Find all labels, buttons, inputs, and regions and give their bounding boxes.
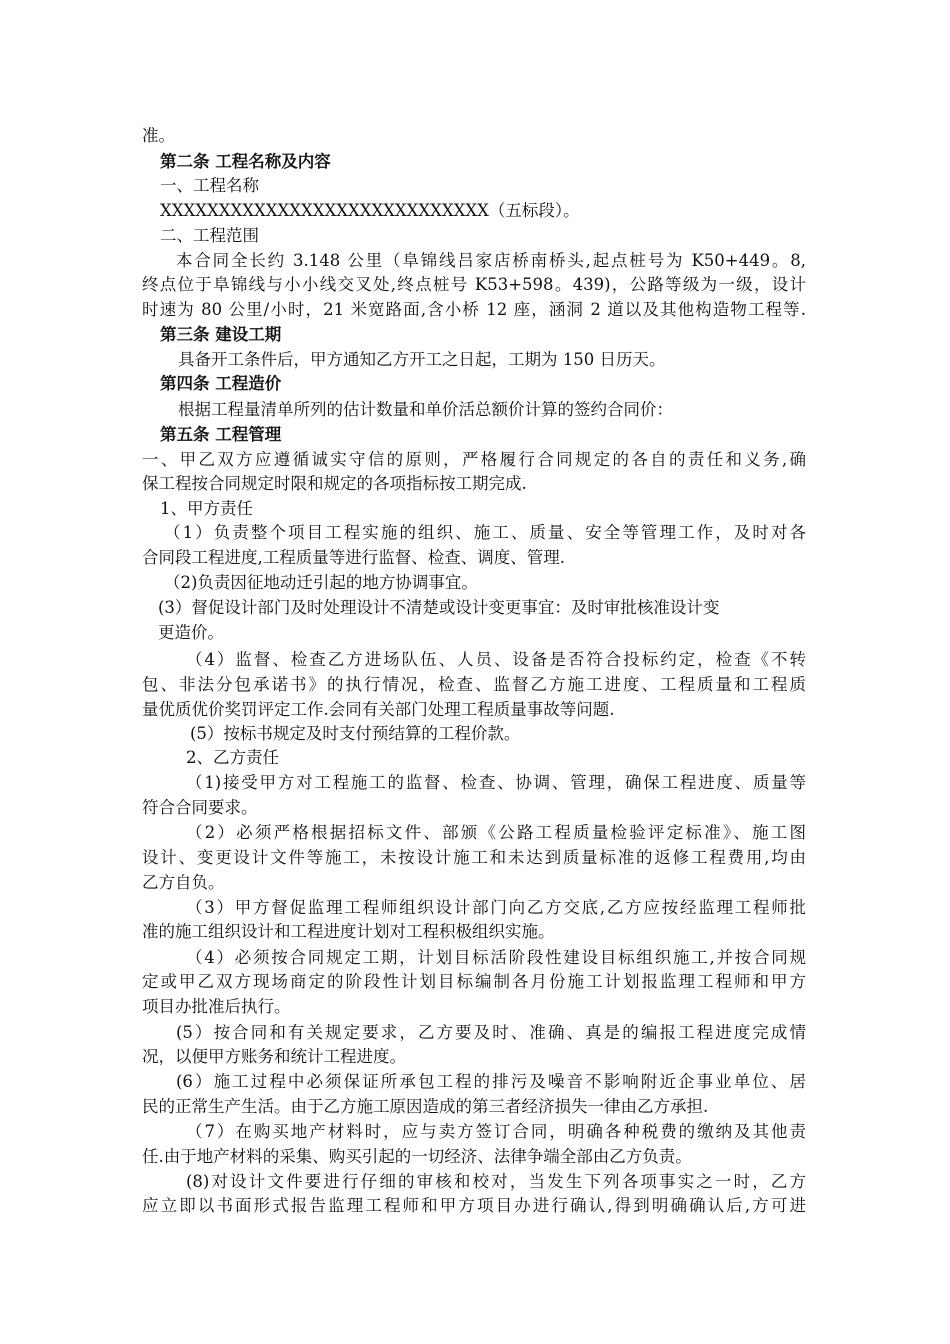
text-line: 根据工程量清单所列的估计数量和单价活总额价计算的签约合同价： <box>178 400 673 419</box>
text-line: 准。 <box>142 126 175 145</box>
text-line: 一、甲乙双方应遵循诚实守信的原则，严格履行合同规定的各自的责任和义务,确 <box>142 450 806 469</box>
section-heading: 第四条 工程造价 <box>160 374 282 393</box>
text-line: (6）施工过程中必须保证所承包工程的排污及噪音不影响附近企事业单位、居 <box>176 1072 806 1091</box>
text-line: 保工程按合同规定时限和规定的各项指标按工期完成. <box>142 474 527 493</box>
text-line: 包、非法分包承诺书》的执行情况，检查、监督乙方施工进度、工程质量和工程质 <box>142 675 806 694</box>
section-heading: 第二条 工程名称及内容 <box>160 152 331 171</box>
text-line: （7）在购买地产材料时，应与卖方签订合同，明确各种税费的缴纳及其他责 <box>186 1122 806 1141</box>
text-line: 本合同全长约 3.148 公里（阜锦线吕家店桥南桥头,起点桩号为 K50+449。8, <box>176 251 806 270</box>
text-line: 定或甲乙双方现场商定的阶段性计划目标编制各月份施工计划报监理工程师和甲方 <box>142 972 806 991</box>
text-line: （4）必须按合同规定工期，计划目标活阶段性建设目标组织施工,并按合同规 <box>186 948 806 967</box>
text-line: 符合合同要求。 <box>142 798 258 817</box>
text-line: 二、工程范围 <box>160 226 259 245</box>
text-line: 1、甲方责任 <box>160 499 253 518</box>
text-line: （2）必须严格根据招标文件、部颁《公路工程质量检验评定标准》、施工图 <box>186 823 806 842</box>
text-line: 时速为 80 公里/小时，21 米宽路面,含小桥 12 座，涵洞 2 道以及其他构造物工程等. <box>142 300 806 319</box>
text-line: 准的施工组织设计和工程进度计划对工程积极组织实施。 <box>142 922 555 941</box>
text-line: 乙方自负。 <box>142 873 225 892</box>
text-line: （1）负责整个项目工程实施的组织、施工、质量、安全等管理工作，及时对各 <box>164 523 806 542</box>
text-line: （1)接受甲方对工程施工的监督、检查、协调、管理，确保工程进度、质量等 <box>186 773 806 792</box>
text-line: XXXXXXXXXXXXXXXXXXXXXXXXXXXX（五标段）。 <box>160 201 580 220</box>
text-line: （3）甲方督促监理工程师组织设计部门向乙方交底,乙方应按经监理工程师批 <box>186 898 806 917</box>
text-line: 况，以便甲方账务和统计工程进度。 <box>142 1047 406 1066</box>
text-line: 终点位于阜锦线与小小线交叉处,终点桩号 K53+598。439)，公路等级为一级，设计 <box>142 275 806 294</box>
text-line: 民的正常生产生活。由于乙方施工原因造成的第三者经济损失一律由乙方承担. <box>142 1097 709 1116</box>
text-line: 项目办批准后执行。 <box>142 997 291 1016</box>
text-line: (5）按合同和有关规定要求，乙方要及时、准确、真是的编报工程进度完成情 <box>176 1023 806 1042</box>
text-line: 合同段工程进度,工程质量等进行监督、检查、调度、管理. <box>142 548 565 567</box>
text-line: （2)负责因征地动迁引起的地方协调事宜。 <box>164 573 478 592</box>
text-line: 设计、变更设计文件等施工，未按设计施工和未达到质量标准的返修工程费用,均由 <box>142 848 806 867</box>
section-heading: 第三条 建设工期 <box>160 325 282 344</box>
text-line: (8)对设计文件要进行仔细的审核和校对，当发生下列各项事实之一时，乙方 <box>186 1172 806 1191</box>
text-line: (3）督促设计部门及时处理设计不清楚或设计变更事宜：及时审批核准设计变 <box>158 598 720 617</box>
text-line: 应立即以书面形式报告监理工程师和甲方项目办进行确认,得到明确确认后,方可进 <box>142 1196 806 1215</box>
text-line: （4）监督、检查乙方进场队伍、人员、设备是否符合投标约定，检查《不转 <box>186 650 806 669</box>
text-line: 具备开工条件后，甲方通知乙方开工之日起，工期为 150 日历天。 <box>178 350 666 369</box>
section-heading: 第五条 工程管理 <box>160 425 282 444</box>
text-line: (5）按标书规定及时支付预结算的工程价款。 <box>190 724 521 743</box>
text-line: 更造价。 <box>158 623 224 642</box>
text-line: 2、乙方责任 <box>186 748 279 767</box>
text-line: 任.由于地产材料的采集、购买引起的一切经济、法律争端全部由乙方负责。 <box>142 1147 692 1166</box>
text-line: 量优质优价奖罚评定工作.会同有关部门处理工程质量事故等问题. <box>142 700 615 719</box>
text-line: 一、工程名称 <box>160 176 259 195</box>
